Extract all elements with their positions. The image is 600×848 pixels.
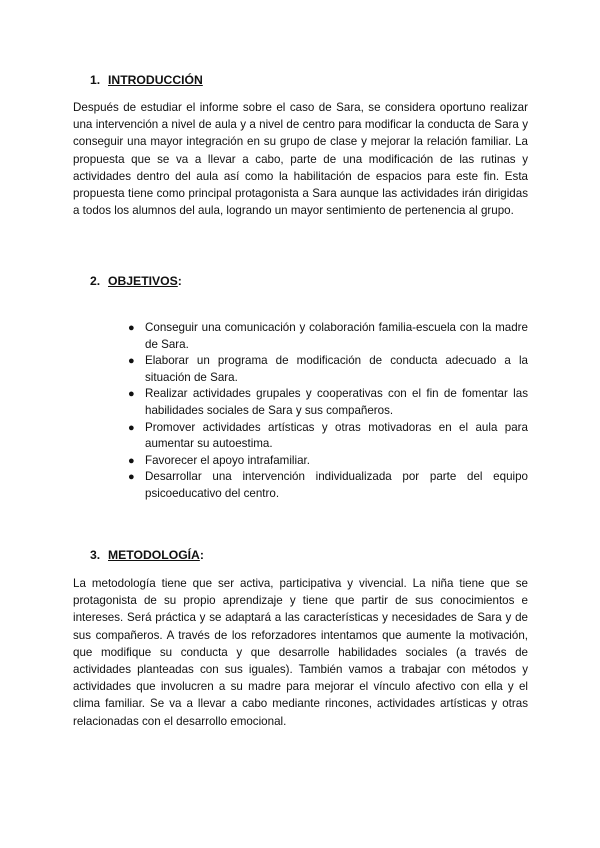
list-item-text: Favorecer el apoyo intrafamiliar. bbox=[145, 453, 310, 467]
section-title-suffix: : bbox=[199, 548, 204, 562]
list-item bbox=[128, 320, 528, 353]
list-item bbox=[128, 453, 528, 470]
list-item bbox=[128, 353, 528, 386]
bullet-icon: ● bbox=[128, 454, 135, 467]
section-title: INTRODUCCIÓN bbox=[108, 73, 203, 87]
section-number: 3. bbox=[90, 548, 101, 562]
heading-objetivos bbox=[90, 273, 182, 289]
objetivos-list bbox=[128, 320, 528, 503]
bullet-icon: ● bbox=[128, 421, 135, 434]
bullet-icon: ● bbox=[128, 355, 135, 368]
bullet-icon: ● bbox=[128, 388, 135, 401]
bullet-icon: ● bbox=[128, 322, 135, 334]
list-item-text: Realizar actividades grupales y cooperativas con el fin de fomentar las habilidades sociales de Sara y sus compañeros. bbox=[145, 387, 528, 417]
section-title-suffix: : bbox=[177, 274, 182, 288]
list-item bbox=[128, 420, 528, 453]
section-title: METODOLOGÍA bbox=[108, 548, 200, 562]
list-item-text: Elaborar un programa de modificación de conducta adecuado a la situación de Sara. bbox=[145, 354, 528, 384]
section-number: 2. bbox=[90, 274, 101, 288]
section-title: OBJETIVOS bbox=[108, 274, 178, 288]
metodologia-paragraph: La metodología tiene que ser activa, participativa y vivencial. La niña tiene que se protagonista de su propio aprendizaje y tiene que partir de sus conocimientos e intereses. Será práctica y se adaptará a las características y necesidades de Sara y de sus compañeros. A través de los reforzadores intentamos que aumente la motivación, que modifique su conducta y que desarrolle habilidades sociales (a través de actividades planteadas con sus iguales). También vamos a trabajar con métodos y actividades que involucren a su madre para mejorar el vínculo afectivo con ella y el clima familiar. Se va a llevar a cabo mediante rincones, actividades artísticas y otras relacionadas con el desarrollo emocional. bbox=[73, 577, 528, 728]
list-item bbox=[128, 469, 528, 502]
section-number: 1. bbox=[90, 73, 101, 87]
list-item-text: Desarrollar una intervención individualizada por parte del equipo psicoeducativo del centro. bbox=[145, 470, 528, 500]
heading-metodologia bbox=[90, 547, 204, 563]
heading-introduccion bbox=[90, 72, 203, 88]
list-item-text: Conseguir una comunicación y colaboración familia-escuela con la madre de Sara. bbox=[145, 321, 528, 351]
list-item-text: Promover actividades artísticas y otras motivadoras en el aula para aumentar su autoestima. bbox=[145, 420, 528, 451]
bullet-icon: ● bbox=[128, 471, 135, 484]
introduccion-paragraph: Después de estudiar el informe sobre el caso de Sara, se considera oportuno realizar una intervención a nivel de aula y a nivel de centro para modificar la conducta de Sara y conseguir una mayor integración en su grupo de clase y mejorar la relación familiar. La propuesta que se va a llevar a cabo, parte de una modificación de las rutinas y actividades dentro del aula así como la habilitación de espacios para este fin. Esta propuesta tiene como principal protagonista a Sara aunque las actividades irán dirigidas a todos los alumnos del aula, logrando un mayor sentimiento de pertenencia al grupo. bbox=[73, 101, 528, 218]
list-item bbox=[128, 386, 528, 419]
